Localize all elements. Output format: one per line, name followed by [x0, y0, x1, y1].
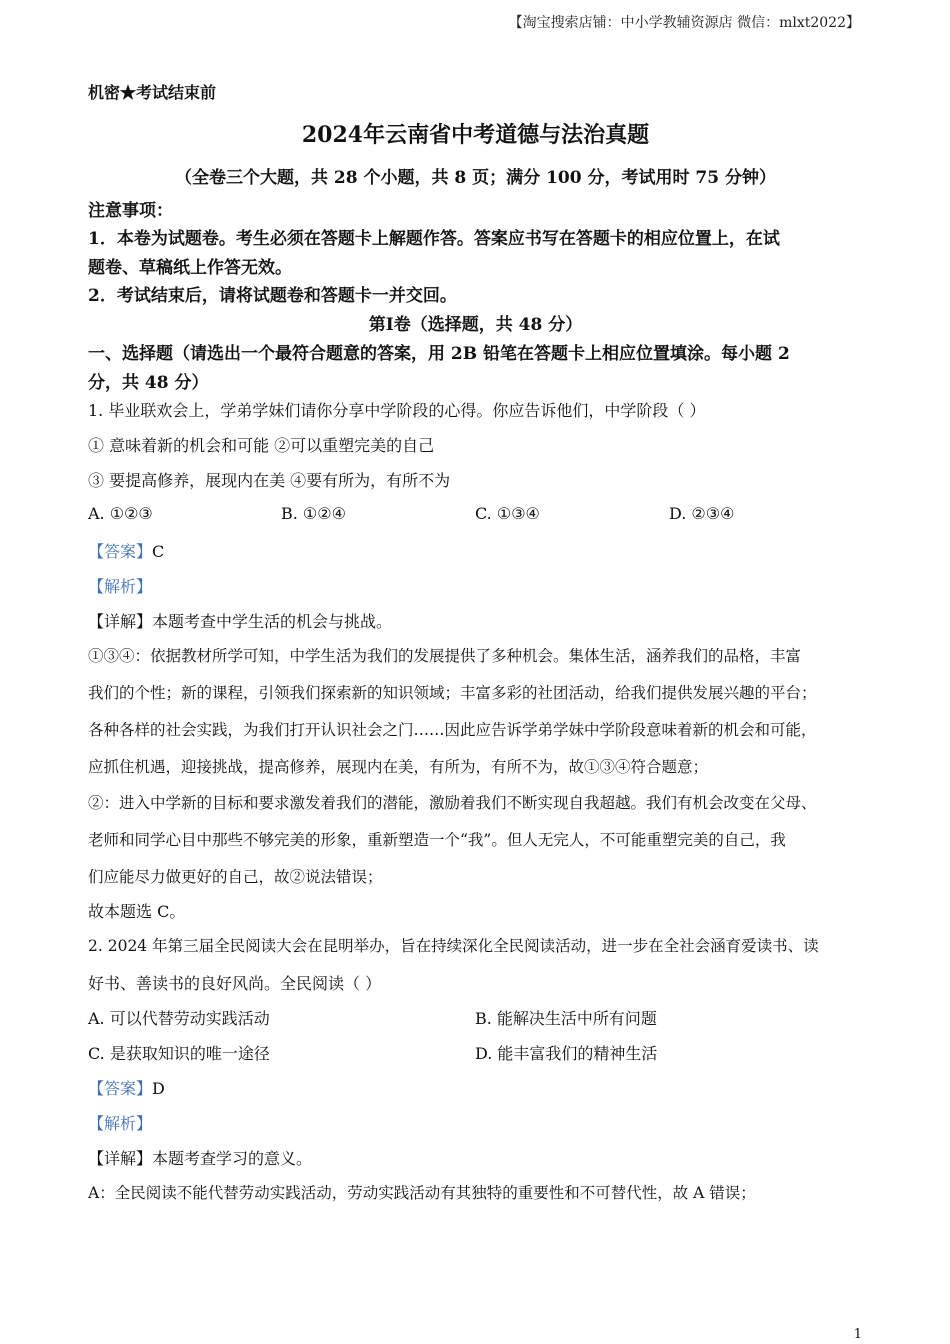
q1-option-a: A. ①②③ — [88, 504, 153, 523]
q1-detail: 【详解】本题考查中学生活的机会与挑战。 — [88, 612, 393, 631]
q1-analysis-tag: 【解析】 — [88, 577, 153, 596]
q1-answer-value: C — [152, 542, 165, 561]
q1-conclusion: 故本题选 C。 — [88, 902, 186, 921]
q1-option-d: D. ②③④ — [669, 504, 735, 523]
exam-title: 2024年云南省中考道德与法治真题 — [301, 122, 650, 148]
q1-stem: 1. 毕业联欢会上，学弟学妹们请你分享中学阶段的心得。你应告诉他们，中学阶段（ ） — [88, 401, 706, 420]
q2-stem-line-2: 好书、善读书的良好风尚。全民阅读（ ） — [88, 974, 382, 993]
note-1-line-2: 题卷、草稿纸上作答无效。 — [88, 258, 292, 278]
notes-title: 注意事项： — [88, 201, 173, 221]
q1-explanation-line-5: ②：进入中学新的目标和要求激发着我们的潜能，激励着我们不断实现自我超越。我们有机会改变在父母、 — [88, 794, 817, 812]
q2-option-b: B. 能解决生活中所有问题 — [475, 1009, 657, 1028]
note-2: 2．考试结束后，请将试题卷和答题卡一并交回。 — [88, 286, 457, 306]
q2-analysis-tag: 【解析】 — [88, 1114, 153, 1133]
q2-answer — [88, 1076, 165, 1099]
q1-answer — [88, 539, 164, 562]
q2-option-d: D. 能丰富我们的精神生活 — [475, 1044, 658, 1063]
q1-explanation-line-2: 我们的个性；新的课程，引领我们探索新的知识领域；丰富多彩的社团活动，给我们提供发展兴趣的平台； — [88, 684, 817, 702]
q1-answer-tag: 【答案】 — [88, 542, 153, 561]
section-1-heading-line-1: 一、选择题（请选出一个最符合题意的答案，用 2B 铅笔在答题卡上相应位置填涂。每小题 2 — [88, 344, 790, 364]
q2-answer-value: D — [152, 1079, 165, 1098]
q1-items-row-2: ③ 要提高修养，展现内在美 ④要有所为，有所不为 — [88, 471, 451, 490]
q1-explanation-line-6: 老师和同学心目中那些不够完美的形象，重新塑造一个“我”。但人无完人，不可能重塑完美的自己，我 — [88, 831, 786, 849]
q2-detail: 【详解】本题考查学习的意义。 — [88, 1149, 313, 1168]
q1-explanation-line-1: ①③④：依据教材所学可知，中学生活为我们的发展提供了多种机会。集体生活，涵养我们的品格，丰富 — [88, 647, 802, 665]
section-1-heading-line-2: 分，共 48 分） — [88, 373, 209, 393]
q2-explanation-line-1: A：全民阅读不能代替劳动实践活动，劳动实践活动有其独特的重要性和不可替代性，故 A 错误； — [88, 1184, 756, 1202]
q2-option-a: A. 可以代替劳动实践活动 — [88, 1009, 270, 1028]
confidential-label: 机密★考试结束前 — [88, 83, 217, 102]
q1-items-row-1: ① 意味着新的机会和可能 ②可以重塑完美的自己 — [88, 436, 435, 455]
note-1-line-1: 1．本卷为试题卷。考生必须在答题卡上解题作答。答案应书写在答题卡的相应位置上，在试 — [88, 229, 780, 249]
q2-stem-line-1: 2. 2024 年第三届全民阅读大会在昆明举办，旨在持续深化全民阅读活动，进一步在全社会涵育爱读书、读 — [88, 937, 819, 955]
q1-explanation-line-7: 们应能尽力做更好的自己，故②说法错误； — [88, 868, 383, 886]
q1-explanation-line-4: 应抓住机遇，迎接挑战，提高修养，展现内在美，有所为，有所不为，故①③④符合题意； — [88, 758, 709, 776]
header-shop-info: 【淘宝搜索店铺：中小学教辅资源店 微信：mlxt2022】 — [508, 15, 860, 31]
q2-option-c: C. 是获取知识的唯一途径 — [88, 1044, 270, 1063]
page-number: 1 — [853, 1327, 862, 1342]
q2-answer-tag: 【答案】 — [88, 1079, 153, 1098]
exam-subtitle: （全卷三个大题，共 28 个小题，共 8 页；满分 100 分，考试用时 75 分钟） — [175, 168, 776, 188]
q1-option-c: C. ①③④ — [475, 504, 540, 523]
q1-explanation-line-3: 各种各样的社会实践，为我们打开认识社会之门……因此应告诉学弟学妹中学阶段意味着新的机会和可能， — [88, 721, 817, 739]
q1-option-b: B. ①②④ — [281, 504, 346, 523]
part-1-heading: 第Ⅰ卷（选择题，共 48 分） — [368, 315, 583, 335]
